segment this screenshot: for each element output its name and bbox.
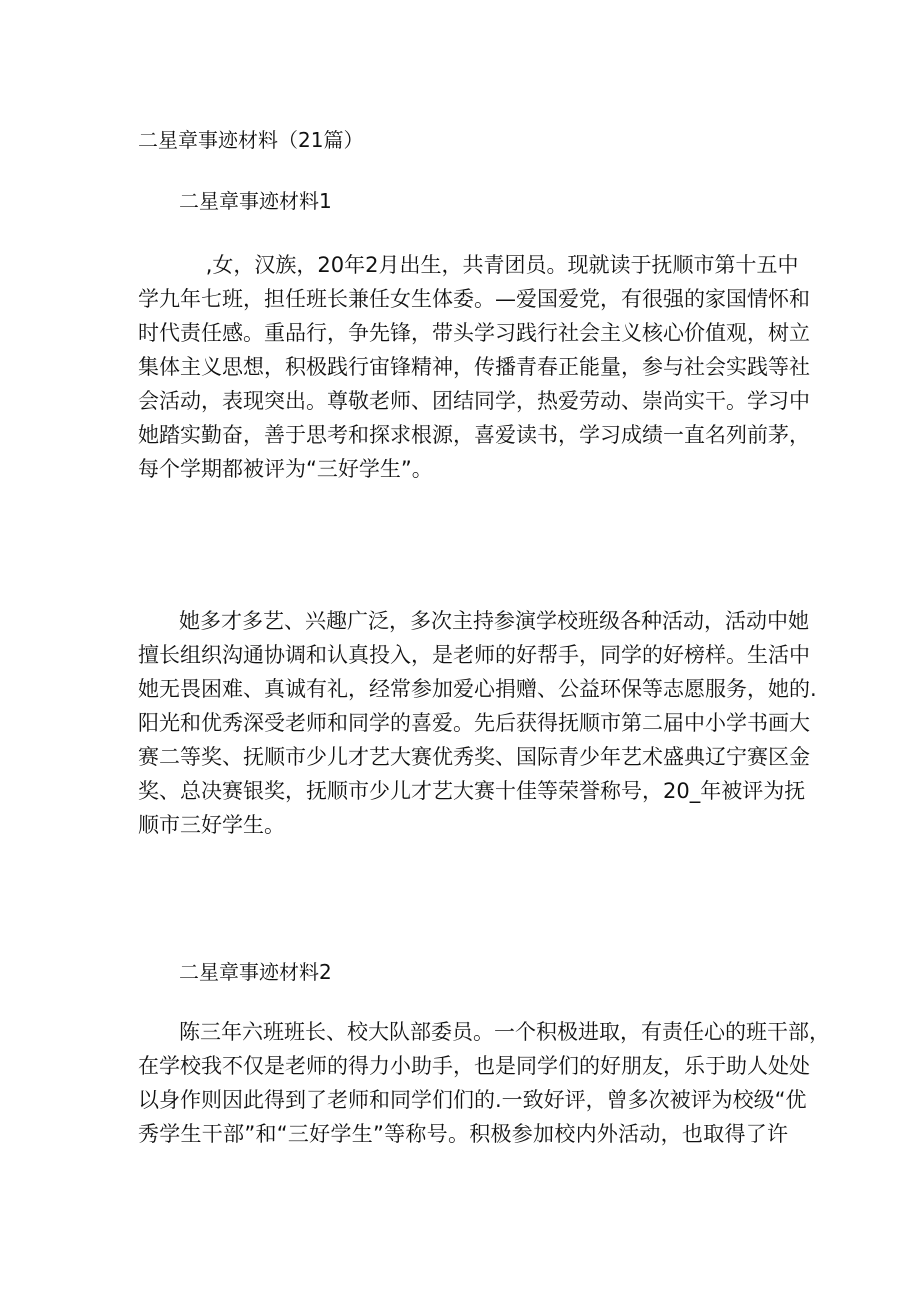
paragraph-line: 集体主义思想，积极践行宙锋精神，传播青春正能量，参与社会实践等社 xyxy=(138,355,810,379)
paragraph-1-2 xyxy=(138,604,817,842)
paragraph-line: 时代责任感。重品行，争先锋，带头学习践行社会主义核心价值观，树立 xyxy=(138,321,810,345)
paragraph-line: 陈三年六班班长、校大队部委员。一个积极进取，有责任心的班干部， xyxy=(179,1020,830,1044)
paragraph-2-1 xyxy=(138,1015,830,1151)
paragraph-line: 她多才多艺、兴趣广泛，多次主持参演学校班级各种活动，活动中她 xyxy=(179,609,809,633)
paragraph-1-1 xyxy=(138,248,810,486)
paragraph-line: 阳光和优秀深受老师和同学的喜爱。先后获得抚顺市第二届中小学书画大 xyxy=(138,711,810,735)
paragraph-line: 秀学生干部”和“三好学生”等称号。积极参加校内外活动，也取得了许 xyxy=(138,1122,788,1146)
paragraph-line: 她踏实勤奋，善于思考和探求根源，喜爱读书，学习成绩一直名列前茅， xyxy=(138,423,810,447)
paragraph-line: 赛二等奖、抚顺市少儿才艺大赛优秀奖、国际青少年艺术盛典辽宁赛区金 xyxy=(138,745,810,769)
section-heading-1: 二星章事迹材料1 xyxy=(179,189,332,213)
paragraph-line: 学九年七班，担任班长兼任女生体委。—爱国爱党，有很强的家国情怀和 xyxy=(138,287,810,311)
paragraph-line: 她无畏困难、真诚有礼，经常参加爱心捐赠、公益环保等志愿服务，她的. xyxy=(138,677,817,701)
paragraph-line: 奖、总决赛银奖，抚顺市少儿才艺大赛十佳等荣誉称号，20_年被评为抚 xyxy=(138,779,806,803)
paragraph-line: 会活动，表现突出。尊敬老师、团结同学，热爱劳动、崇尚实干。学习中 xyxy=(138,389,810,413)
paragraph-line: 擅长组织沟通协调和认真投入，是老师的好帮手，同学的好榜样。生活中 xyxy=(138,643,810,667)
paragraph-line: 在学校我不仅是老师的得力小助手，也是同学们的好朋友，乐于助人处处 xyxy=(138,1054,810,1078)
document-title: 二星章事迹材料（21篇） xyxy=(138,128,364,152)
section-heading-2: 二星章事迹材料2 xyxy=(179,960,332,984)
paragraph-line: 每个学期都被评为“三好学生”。 xyxy=(138,457,433,481)
paragraph-line: ,女，汉族，20年2月出生，共青团员。现就读于抚顺市第十五中 xyxy=(179,253,799,277)
paragraph-line: 以身作则因此得到了老师和同学们们的.一致好评，曾多次被评为校级“优 xyxy=(138,1088,807,1112)
paragraph-line: 顺市三好学生。 xyxy=(138,813,285,837)
